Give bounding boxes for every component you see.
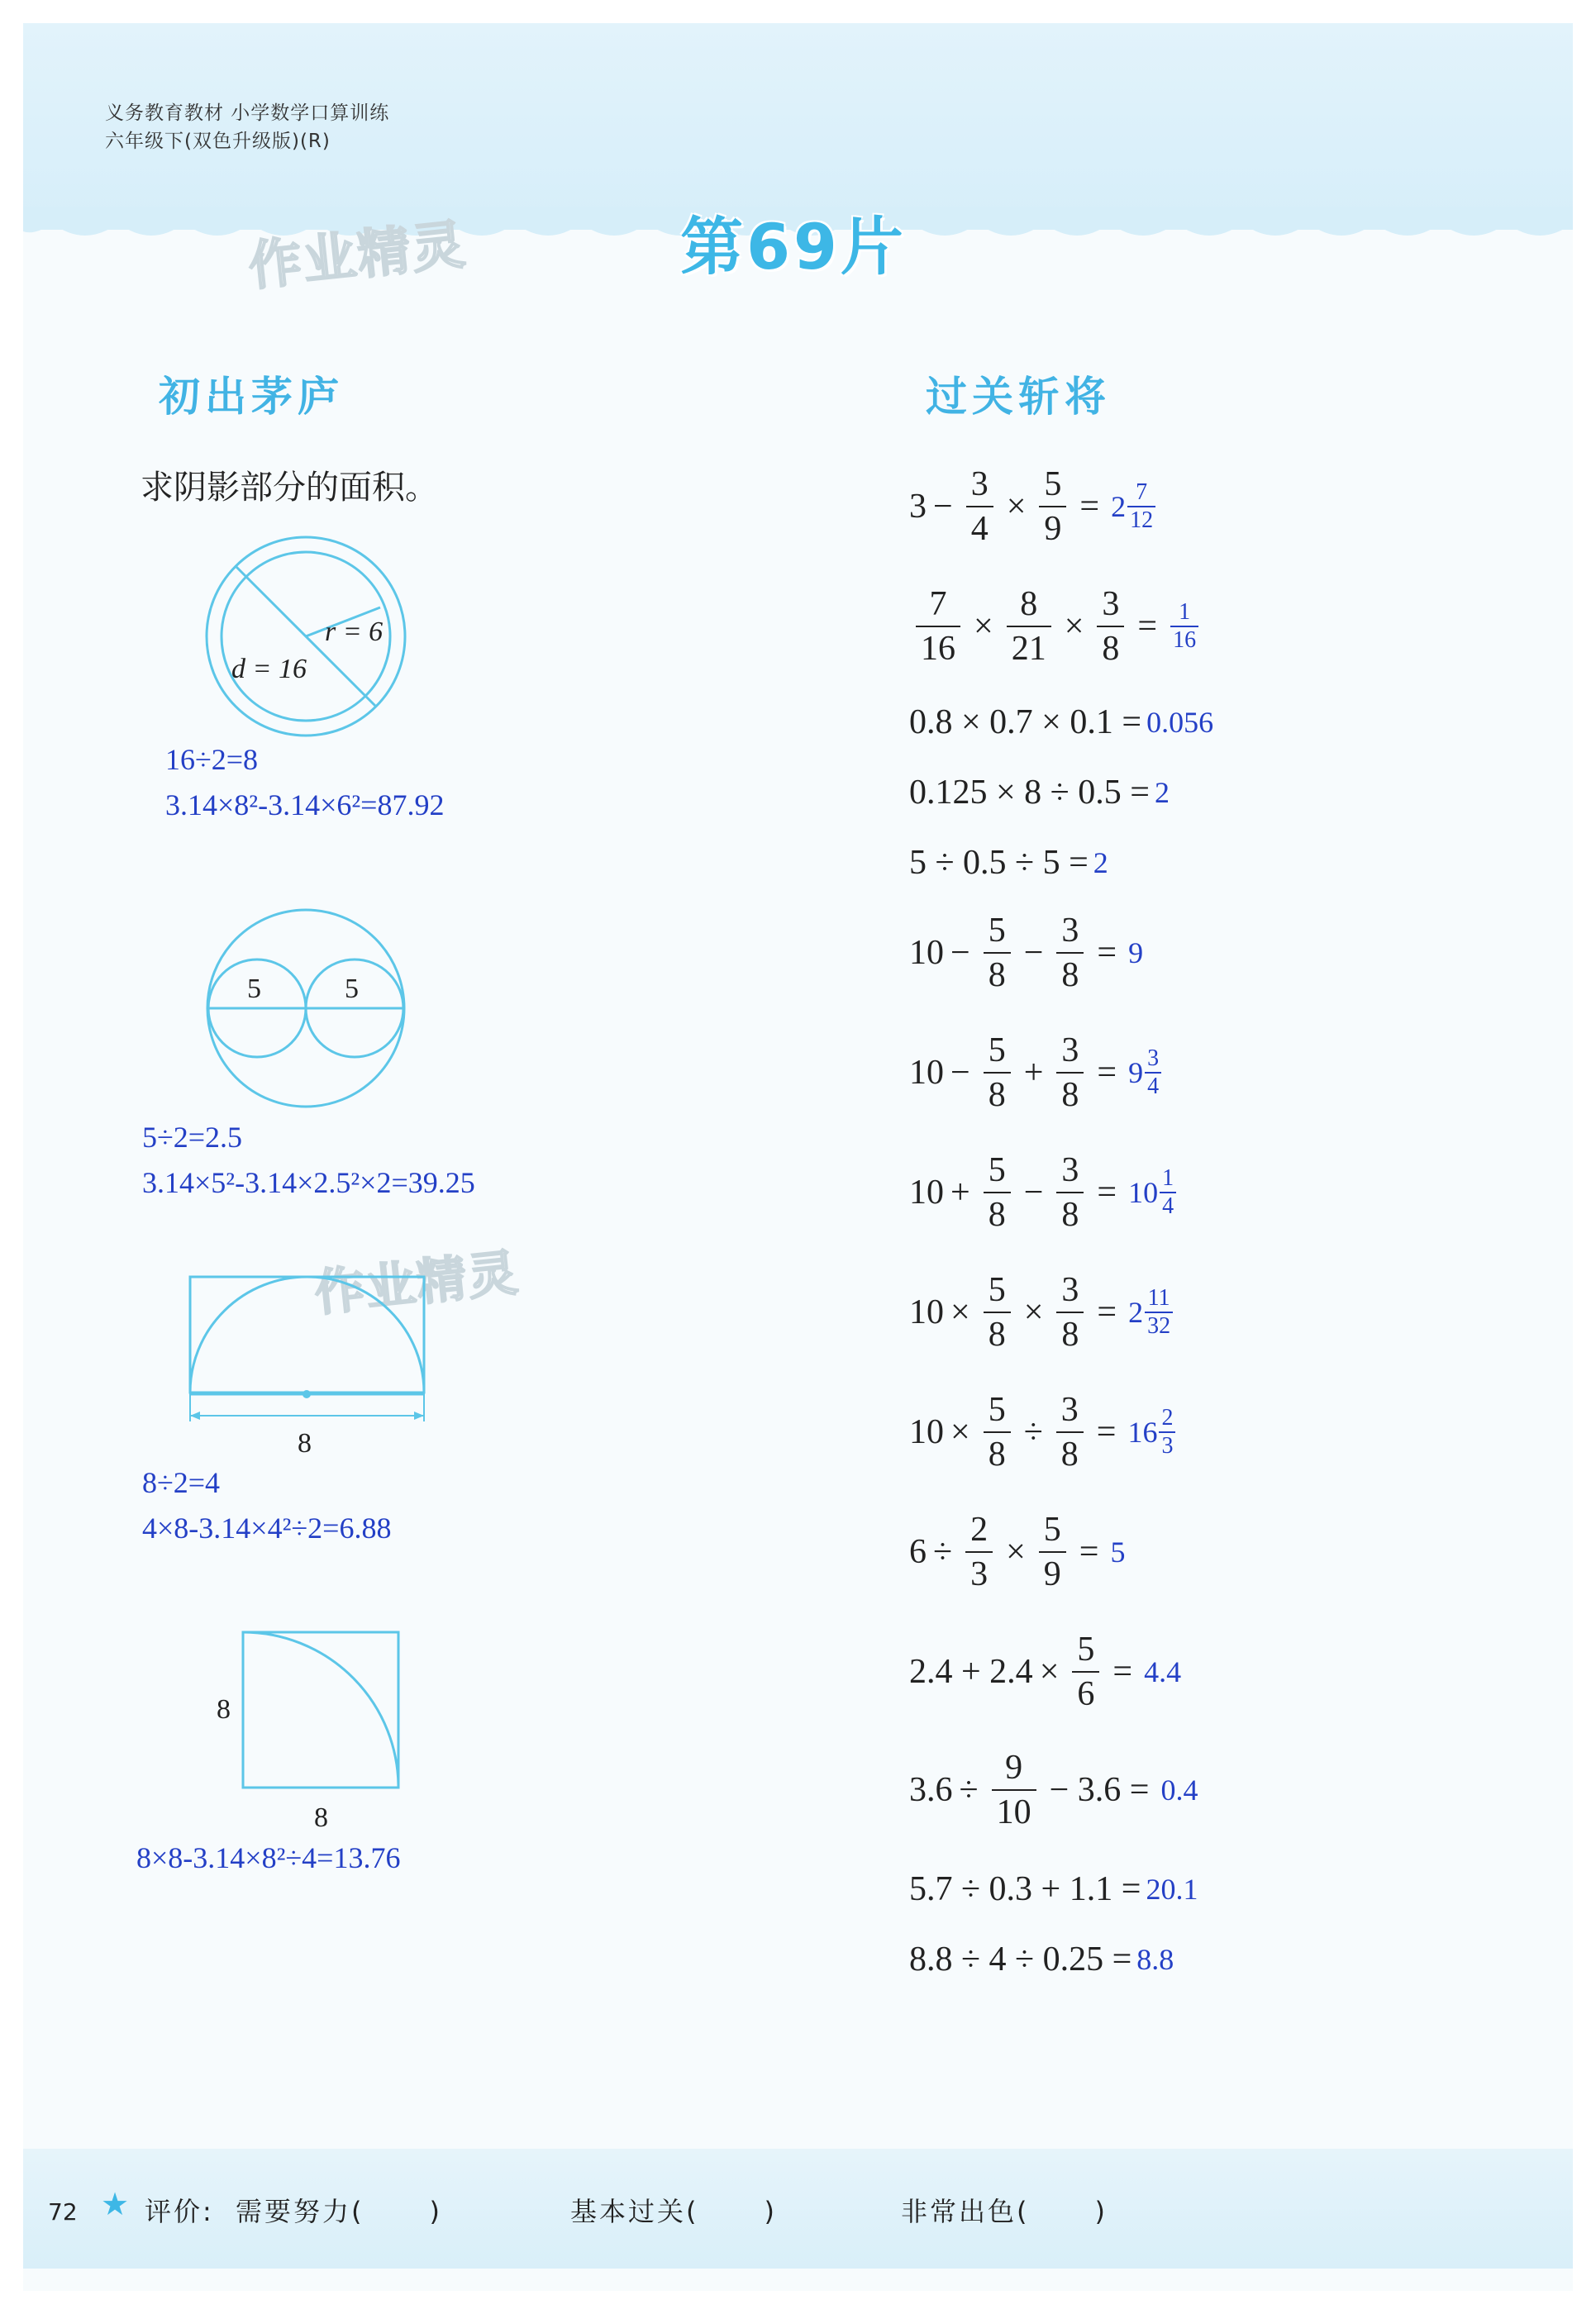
equation-2-answer: $\frac{1}{16}$ — [1169, 601, 1200, 652]
page-number: 72 — [48, 2198, 78, 2226]
base-label: 8 — [314, 1802, 328, 1833]
equation-10: 10 × $\frac{5}{8}$ ÷ $\frac{3}{8}$ = 16 $\frac{2}{3}$ — [909, 1393, 1177, 1472]
equation-7: 10 − $\frac{5}{8}$ + $\frac{3}{8}$ = 9 $\frac{3}{4}$ — [909, 1033, 1163, 1112]
equation-5: 5 ÷ 0.5 ÷ 5 = 2 — [909, 844, 1108, 882]
equation-2: $\frac{7}{16}$ × $\frac{8}{21}$ × $\frac{3}{8}$ = $\frac{1}{16}$ — [909, 587, 1200, 666]
fig1-answer-2: 3.14×8²-3.14×6²=87.92 — [165, 788, 445, 821]
equation-10-answer: 16 $\frac{2}{3}$ — [1127, 1407, 1177, 1458]
evaluation-label: 评价: — [145, 2196, 214, 2227]
star-icon: ★ — [101, 2188, 130, 2222]
square — [243, 1632, 398, 1788]
equation-6-answer: 9 — [1128, 936, 1144, 969]
book-grade: 六年级下(双色升级版)(R) — [105, 131, 331, 152]
arrow-left — [190, 1412, 200, 1420]
equation-12-answer: 4.4 — [1144, 1655, 1182, 1688]
evaluation-option-basic-pass: 基本过关( ) — [570, 2196, 778, 2227]
equation-8-answer: 10 $\frac{1}{4}$ — [1128, 1167, 1178, 1218]
equation-3: 0.8 × 0.7 × 0.1 = 0.056 — [909, 703, 1214, 741]
question-text: 求阴影部分的面积。 — [141, 469, 438, 507]
figure-quarter-circle — [207, 1624, 413, 1839]
equation-15: 8.8 ÷ 4 ÷ 0.25 = 8.8 — [909, 1940, 1174, 1978]
equation-4: 0.125 × 8 ÷ 0.5 = 2 — [909, 774, 1170, 812]
figure-two-circles — [202, 905, 409, 1112]
fig2-answer-1: 5÷2=2.5 — [142, 1121, 243, 1154]
right-diameter-label: 5 — [345, 974, 359, 1004]
evaluation-option-excellent: 非常出色( ) — [901, 2196, 1108, 2227]
arrow-right — [414, 1412, 424, 1420]
equation-1-answer: 2 $\frac{7}{12}$ — [1111, 481, 1157, 532]
equation-4-answer: 2 — [1154, 776, 1170, 809]
equation-12: 2.4 + 2.4 × $\frac{5}{6}$ = 4.4 — [909, 1631, 1182, 1713]
equation-15-answer: 8.8 — [1136, 1943, 1174, 1976]
equation-11-answer: 5 — [1110, 1536, 1126, 1569]
evaluation-option-needs-effort: 需要努力( ) — [236, 2196, 443, 2227]
fig3-answer-1: 8÷2=4 — [142, 1466, 221, 1499]
left-diameter-label: 5 — [247, 974, 261, 1004]
fig2-answer-2: 3.14×5²-3.14×2.5²×2=39.25 — [142, 1166, 475, 1199]
equation-6: 10 − $\frac{5}{8}$ − $\frac{3}{8}$ = 9 — [909, 912, 1144, 994]
fig3-answer-2: 4×8-3.14×4²÷2=6.88 — [142, 1512, 392, 1545]
equation-9-answer: 2 $\frac{11}{32}$ — [1128, 1287, 1174, 1338]
rectangle — [190, 1277, 424, 1393]
equation-13-answer: 0.4 — [1160, 1774, 1198, 1807]
equation-9: 10 × $\frac{5}{8}$ × $\frac{3}{8}$ = 2 $\frac{11}{32}$ — [909, 1273, 1174, 1352]
page-title: 第69片 — [680, 210, 907, 283]
diameter-label: d = 16 — [231, 654, 307, 684]
equation-8: 10 + $\frac{5}{8}$ − $\frac{3}{8}$ = 10 $\frac{1}{4}$ — [909, 1153, 1178, 1232]
section-title-left: 初出茅庐 — [159, 373, 344, 421]
book-series: 义务教育教材 小学数学口算训练 — [105, 102, 390, 124]
equation-5-answer: 2 — [1093, 846, 1108, 879]
watermark-top: 作业精灵 — [245, 214, 469, 298]
semicircle-arc — [190, 1277, 424, 1393]
equation-3-answer: 0.056 — [1146, 706, 1214, 739]
center-dot — [303, 1390, 311, 1398]
equation-13: 3.6 ÷ $\frac{9}{10}$ − 3.6 = 0.4 — [909, 1749, 1198, 1831]
equation-7-answer: 9 $\frac{3}{4}$ — [1128, 1047, 1163, 1098]
figure-semicircle — [182, 1269, 438, 1467]
radius-label: r = 6 — [325, 617, 384, 647]
equation-14-answer: 20.1 — [1146, 1873, 1198, 1906]
width-label: 8 — [298, 1428, 312, 1459]
section-title-right: 过关斩将 — [926, 373, 1111, 421]
side-label: 8 — [217, 1694, 231, 1725]
figure-ring — [202, 533, 409, 740]
fig1-answer-1: 16÷2=8 — [165, 743, 259, 776]
equation-1: 3 − $\frac{3}{4}$ × $\frac{5}{9}$ = 2 $\frac{7}{12}$ — [909, 467, 1157, 546]
fig4-answer-1: 8×8-3.14×8²÷4=13.76 — [136, 1841, 401, 1874]
quarter-arc — [243, 1632, 398, 1788]
equation-14: 5.7 ÷ 0.3 + 1.1 = 20.1 — [909, 1870, 1198, 1908]
equation-11: 6 ÷ $\frac{2}{3}$ × $\frac{5}{9}$ = 5 — [909, 1511, 1126, 1593]
watermark-middle: 作业精灵 — [312, 1244, 522, 1323]
